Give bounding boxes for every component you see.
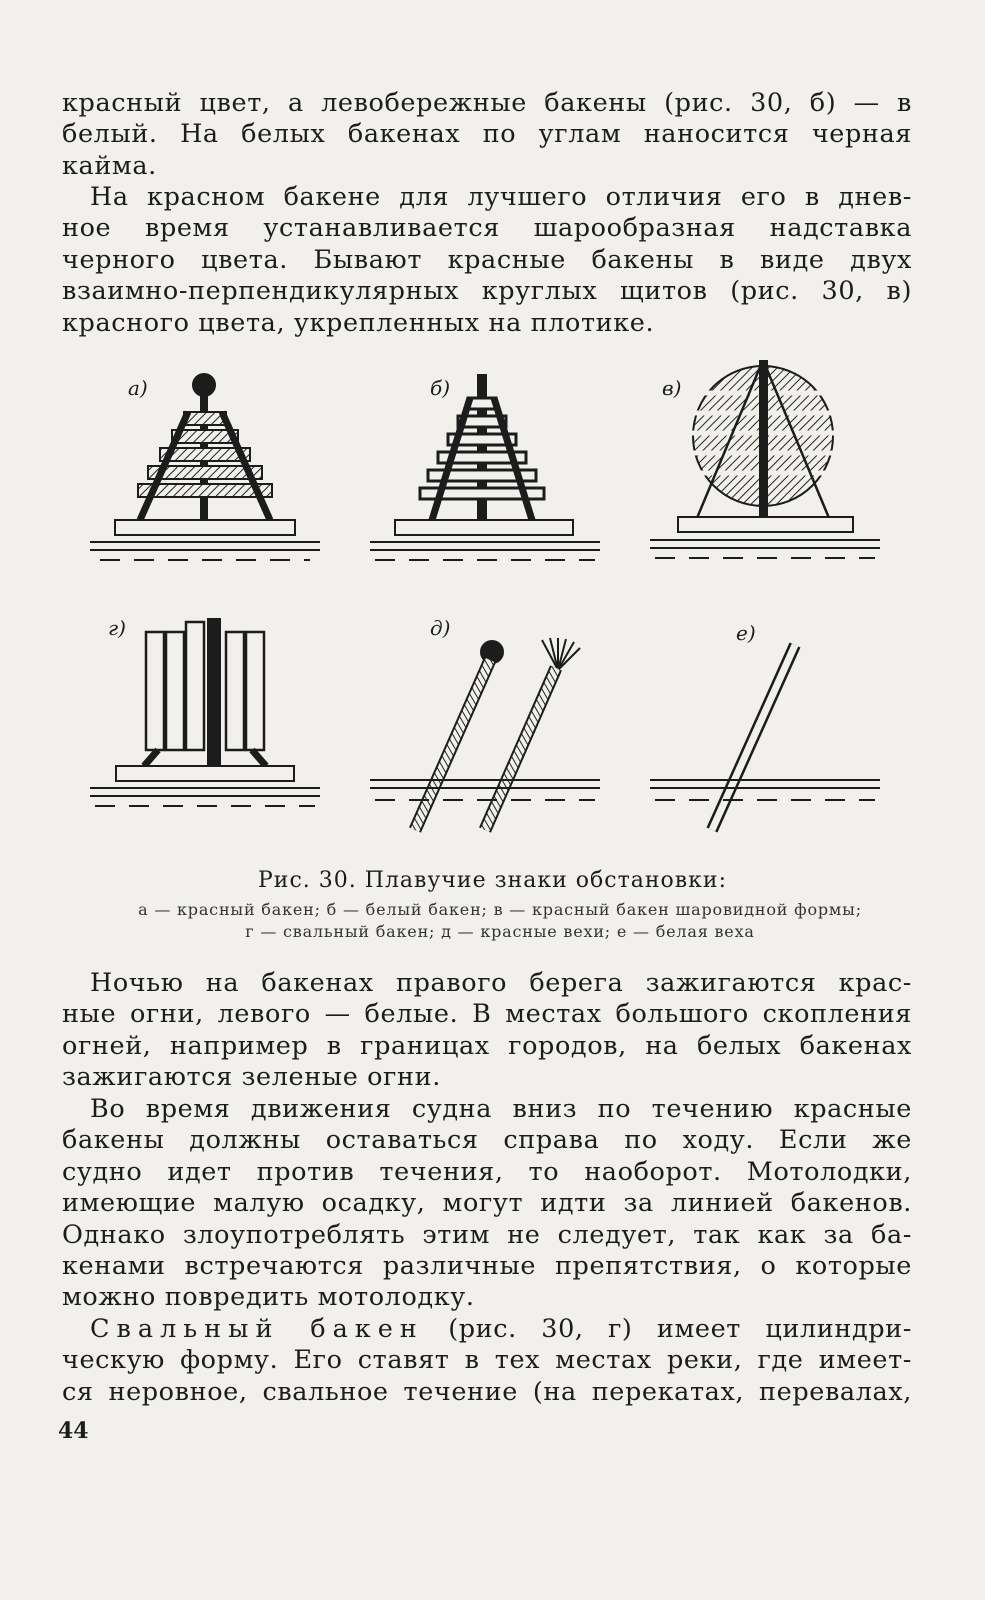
buoy-g-illustration xyxy=(90,616,320,806)
text-line: красного цвета, укрепленных на плотике. xyxy=(62,307,655,338)
text-line: имеющие малую осадку, могут идти за линией бакенов. xyxy=(62,1188,912,1219)
text-line: судно идет против течения, то наоборот. Мотолодки, xyxy=(62,1156,912,1187)
text-line: Ночью на бакенах правого берега зажигаются крас- xyxy=(90,968,912,998)
text-line: ные огни, левого — белые. В местах большого скопления xyxy=(62,999,912,1030)
text-line: ся неровное, свальное течение (на перекатах, перевалах, xyxy=(62,1376,912,1407)
figure-caption-title: Рис. 30. Плавучие знаки обстановки: xyxy=(258,868,727,893)
figure-label-d: д) xyxy=(430,616,451,640)
text-line: ческую форму. Его ставят в тех местах реки, где имеет- xyxy=(62,1345,912,1376)
figure-label-v: в) xyxy=(662,376,682,400)
paragraph-red-buoy xyxy=(62,182,912,339)
figure-label-g: г) xyxy=(108,616,126,640)
figure-floating-signs xyxy=(80,360,910,850)
figure-label-a: а) xyxy=(128,376,148,400)
text-line: На красном бакене для лучшего отличия его в днев- xyxy=(90,182,912,212)
figure-caption-legend-line: а — красный бакен; б — белый бакен; в — красный бакен шаровидной формы; xyxy=(138,900,862,919)
buoy-a-illustration xyxy=(90,374,320,560)
text-line: взаимно-перпендикулярных круглых щитов (рис. 30, в) xyxy=(62,276,912,307)
page-number: 44 xyxy=(58,1418,89,1444)
buoy-v-illustration xyxy=(650,360,880,558)
figure-label-e: е) xyxy=(736,621,756,645)
figure-label-b: б) xyxy=(430,376,451,400)
paragraph-navigation xyxy=(62,1094,912,1314)
text-line: черного цвета. Бывают красные бакены в виде двух xyxy=(62,244,912,275)
text-line xyxy=(62,1314,912,1345)
text-line: Во время движения судна вниз по течению красные xyxy=(90,1094,912,1124)
figure-caption-legend-line: г — свальный бакен; д — красные вехи; е — белая веха xyxy=(245,922,755,941)
text-line: кайма. xyxy=(62,150,157,181)
text-line: белый. На белых бакенах по углам наносится черная xyxy=(62,119,912,150)
buoy-d-illustration xyxy=(370,616,600,830)
text-fragment: (рис. 30, г) имеет цилиндри- xyxy=(448,1314,912,1344)
text-line: красный цвет, а левобережные бакены (рис. 30, б) — в xyxy=(62,88,912,118)
text-line: ное время устанавливается шарообразная надставка xyxy=(62,213,912,244)
text-line: можно повредить мотолодку. xyxy=(62,1282,475,1313)
paragraph-night-lights xyxy=(62,968,912,1094)
text-line: зажигаются зеленые огни. xyxy=(62,1062,441,1093)
text-line: огней, например в границах городов, на белых бакенах xyxy=(62,1030,912,1061)
term-swirl-buoy: Свальный бакен xyxy=(90,1314,424,1344)
buoy-b-illustration xyxy=(370,375,600,560)
text-line: Однако злоупотреблять этим не следует, так как за ба- xyxy=(62,1219,912,1250)
paragraph-continuation xyxy=(62,88,912,182)
text-line: кенами встречаются различные препятствия, о которые xyxy=(62,1251,912,1282)
paragraph-swirl-buoy xyxy=(62,1314,912,1408)
buoy-e-illustration xyxy=(650,621,880,830)
text-line: бакены должны оставаться справа по ходу. Если же xyxy=(62,1125,912,1156)
